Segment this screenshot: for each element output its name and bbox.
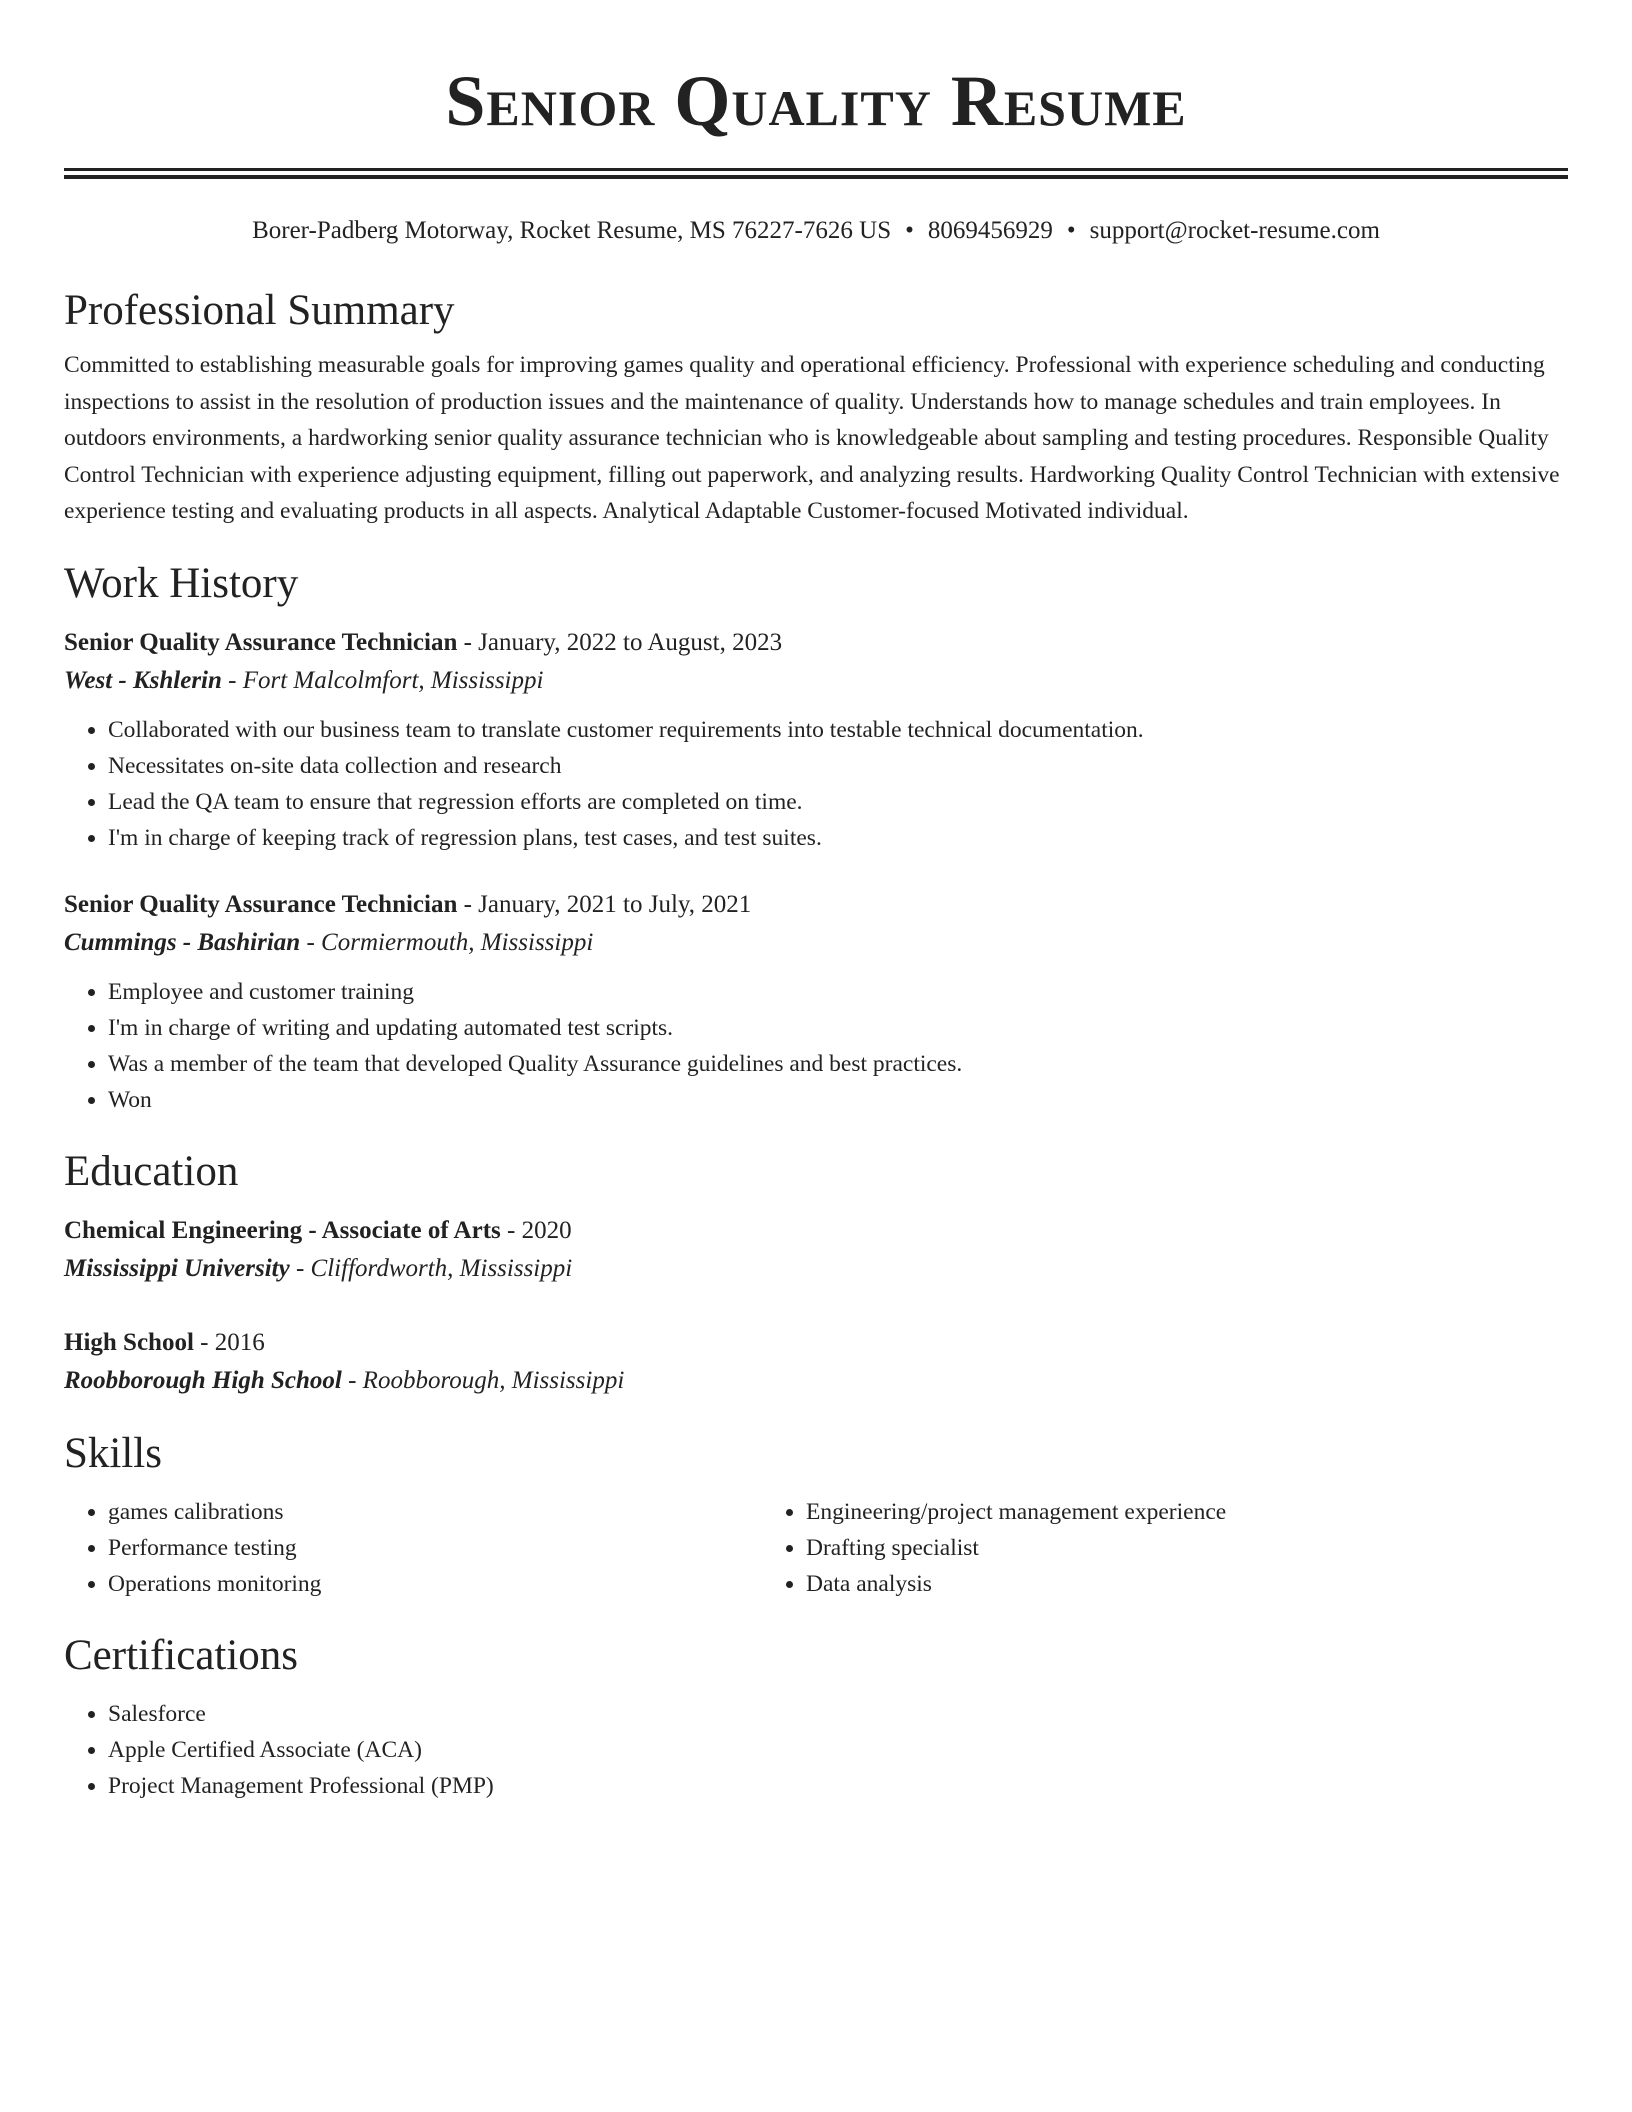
contact-address: Borer-Padberg Motorway, Rocket Resume, MS 76227-7626 US: [252, 217, 892, 244]
certifications-section: [64, 1696, 1568, 1804]
summary-heading: Professional Summary: [64, 287, 455, 334]
job-title-line: [64, 624, 1568, 662]
job-company-line: [64, 924, 1568, 962]
job-bullets: [64, 974, 1568, 1118]
job-company: Cummings - Bashirian: [64, 928, 301, 956]
education-entry: [64, 1212, 1568, 1288]
skill-item: • Operations monitoring: [108, 1566, 762, 1602]
summary-text: Committed to establishing measurable goals for improving games quality and operational efficiency. Professional with experience scheduling and conducting inspections to assist in the resolution of production issues and the maintenance of quality. Understands how to manage schedules and train employees. In outdoors environments, a hardworking senior quality assurance technician who is knowledgeable about sampling and testing procedures. Responsible Quality Control Technician with experience adjusting equipment, filling out paperwork, and analyzing results. Hardworking Quality Control Technician with extensive experience testing and evaluating products in all aspects. Analytical Adaptable Customer-focused Motivated individual.: [64, 352, 1560, 524]
education-school: Roobborough High School: [64, 1366, 342, 1394]
education-school-line: [64, 1250, 1568, 1288]
job-dates: - January, 2022 to August, 2023: [457, 628, 783, 656]
education-year: - 2016: [193, 1328, 265, 1356]
contact-email: support@rocket-resume.com: [1089, 217, 1380, 244]
job-bullet: • Necessitates on-site data collection and research: [108, 748, 1568, 784]
certification-item: • Salesforce: [108, 1696, 1568, 1732]
job-location: - Fort Malcolmfort, Mississippi: [221, 666, 544, 694]
job-bullet: • Was a member of the team that developed Quality Assurance guidelines and best practices.: [108, 1046, 1568, 1082]
job-company-line: [64, 662, 1568, 700]
contact-separator: •: [905, 217, 914, 244]
header-divider: [64, 168, 1568, 179]
contact-line: [64, 215, 1568, 247]
resume-name: Senior Quality Resume: [445, 61, 1187, 141]
job-bullet: • Lead the QA team to ensure that regression efforts are completed on time.: [108, 784, 1568, 820]
skill-item: • Drafting specialist: [806, 1530, 1462, 1566]
certifications-heading: Certifications: [64, 1631, 299, 1679]
skill-item: • Performance testing: [108, 1530, 762, 1566]
skill-item: • Data analysis: [806, 1566, 1462, 1602]
education-location: - Cliffordworth, Mississippi: [289, 1254, 573, 1282]
education-degree-line: [64, 1212, 1568, 1250]
job-location: - Cormiermouth, Mississippi: [300, 928, 594, 956]
job-bullet: • Employee and customer training: [108, 974, 1568, 1010]
contact-phone: 8069456929: [927, 217, 1053, 244]
education-location: - Roobborough, Mississippi: [341, 1366, 625, 1394]
job-position: Senior Quality Assurance Technician: [64, 890, 458, 918]
job-bullets: [64, 712, 1568, 856]
education-school: Mississippi University: [64, 1254, 290, 1282]
education-year: - 2020: [500, 1216, 572, 1244]
job-bullet: • Won: [108, 1082, 1568, 1118]
job-entry: [64, 624, 1568, 856]
skills-column-right: [762, 1494, 1462, 1602]
job-position: Senior Quality Assurance Technician: [64, 628, 458, 656]
job-bullet: • I'm in charge of keeping track of regression plans, test cases, and test suites.: [108, 820, 1568, 856]
certification-item: • Apple Certified Associate (ACA): [108, 1732, 1568, 1768]
contact-separator: •: [1066, 217, 1076, 244]
skills-list: [64, 1494, 1568, 1602]
education-degree-line: [64, 1324, 1568, 1362]
education-entry: [64, 1324, 1568, 1400]
job-bullet: • I'm in charge of writing and updating automated test scripts.: [108, 1010, 1568, 1046]
education-degree: High School: [64, 1328, 194, 1356]
skills-column-left: [64, 1494, 762, 1602]
education-school-line: [64, 1362, 1568, 1400]
education-heading: Education: [64, 1147, 239, 1195]
education-degree: Chemical Engineering - Associate of Arts: [64, 1216, 501, 1244]
job-company: West - Kshlerin: [64, 666, 222, 694]
job-bullet: • Collaborated with our business team to translate customer requirements into testable technical documentation.: [108, 712, 1568, 748]
job-title-line: [64, 886, 1568, 924]
job-entry: [64, 886, 1568, 1118]
skill-item: • Engineering/project management experience: [806, 1494, 1462, 1530]
certifications-list: [64, 1696, 1568, 1804]
work-history-heading: Work History: [64, 559, 299, 607]
job-dates: - January, 2021 to July, 2021: [457, 890, 752, 918]
skill-item: • games calibrations: [108, 1494, 762, 1530]
certification-item: • Project Management Professional (PMP): [108, 1768, 1568, 1804]
skills-heading: Skills: [64, 1429, 162, 1477]
